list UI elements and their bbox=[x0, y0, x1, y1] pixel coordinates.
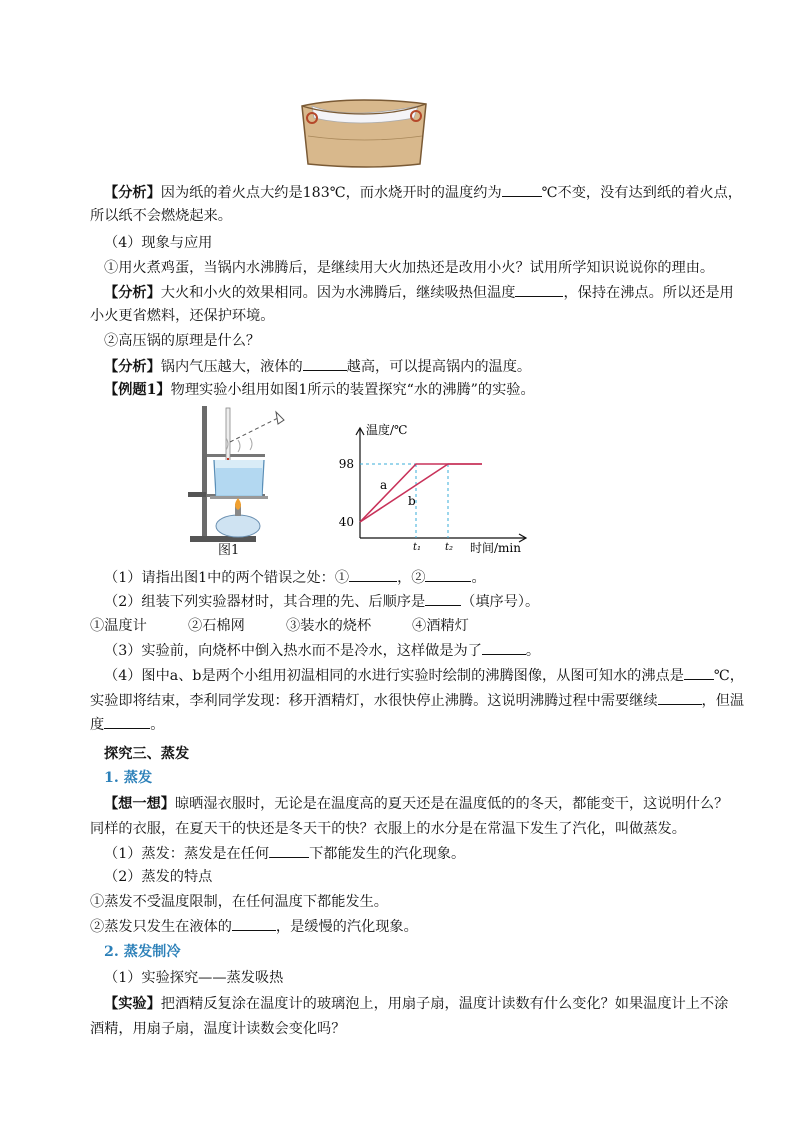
answer-blank[interactable] bbox=[232, 916, 276, 931]
equipment-item: ④酒精灯 bbox=[412, 618, 469, 634]
question-egg: ①用火煮鸡蛋，当锅内水沸腾后，是继续用大火加热还是改用小火？试用所学知识说说你的理由。 bbox=[104, 260, 715, 276]
example-q4-cont2: 度 。 bbox=[90, 714, 164, 735]
x-tick-label: t₁ bbox=[413, 542, 422, 553]
experiment-cont: 酒精，用扇子扇，温度计读数会变化吗？ bbox=[90, 1021, 346, 1037]
answer-blank[interactable] bbox=[502, 182, 542, 197]
subsection-evaporative-cooling: 2. 蒸发制冷 bbox=[104, 944, 181, 960]
experiment-heading: （1）实验探究——蒸发吸热 bbox=[104, 970, 284, 986]
answer-blank[interactable] bbox=[515, 282, 563, 297]
analysis-paper: 【分析】因为纸的着火点大约是183℃，而水烧开时的温度约为 ℃不变，没有达到纸的着火点， bbox=[104, 182, 742, 203]
series-label-a: a bbox=[380, 478, 388, 492]
y-tick-label: 98 bbox=[338, 457, 354, 471]
analysis-pressure: 【分析】锅内气压越大，液体的 越高，可以提高锅内的温度。 bbox=[104, 356, 531, 377]
answer-blank[interactable] bbox=[425, 591, 461, 606]
analysis-tag: 【分析】 bbox=[104, 359, 161, 375]
analysis-fire: 【分析】大火和小火的效果相同。因为水沸腾后，继续吸热但温度 ，保持在沸点。所以还是用 bbox=[104, 282, 734, 303]
example-q2: （2）组装下列实验器材时，其合理的先、后顺序是 （填序号）。 bbox=[104, 591, 539, 612]
example-q4-cont: 实验即将结束，李利同学发现：移开酒精灯，水很快停止沸腾。这说明沸腾过程中需要继续 ，但温 bbox=[90, 690, 744, 711]
evaporation-features-heading: （2）蒸发的特点 bbox=[104, 869, 213, 885]
series-label-b: b bbox=[408, 494, 416, 508]
section-3-title: 探究三、蒸发 bbox=[104, 746, 190, 762]
answer-blank[interactable] bbox=[658, 690, 702, 705]
answer-blank[interactable] bbox=[269, 843, 309, 858]
paper-pot-illustration bbox=[298, 92, 430, 172]
question-pressure-cooker: ②高压锅的原理是什么？ bbox=[104, 333, 261, 349]
example-q3: （3）实验前，向烧杯中倒入热水而不是冷水，这样做是为了 。 bbox=[104, 640, 540, 661]
example-1: 【例题1】物理实验小组用如图1所示的装置探究“水的沸腾”的实验。 bbox=[104, 382, 535, 398]
think-tag: 【想一想】 bbox=[104, 796, 175, 812]
analysis-tag: 【分析】 bbox=[104, 185, 161, 201]
example-q4: （4）图中a、b是两个小组用初温相同的水进行实验时绘制的沸腾图像，从图可知水的沸点是 ℃， bbox=[104, 665, 744, 686]
subsection-evaporation: 1. 蒸发 bbox=[104, 770, 153, 786]
example-tag: 【例题1】 bbox=[104, 382, 171, 398]
equipment-item: ③装水的烧杯 bbox=[286, 618, 372, 634]
boiling-chart bbox=[330, 412, 530, 558]
figure-1-caption: 图1 bbox=[218, 543, 240, 558]
x-axis-label: 时间/min bbox=[470, 541, 521, 555]
answer-blank[interactable] bbox=[425, 567, 471, 582]
answer-blank[interactable] bbox=[349, 567, 397, 582]
equipment-item: ②石棉网 bbox=[188, 618, 245, 634]
answer-blank[interactable] bbox=[303, 356, 347, 371]
analysis-fire-cont: 小火更省燃料，还保护环境。 bbox=[90, 308, 275, 324]
x-tick-label: t₂ bbox=[445, 542, 454, 553]
feature-2: ②蒸发只发生在液体的 ，是缓慢的汽化现象。 bbox=[90, 916, 418, 937]
answer-blank[interactable] bbox=[684, 665, 714, 680]
think-about-it-cont: 同样的衣服，在夏天干的快还是冬天干的快？衣服上的水分是在常温下发生了汽化，叫做蒸发。 bbox=[90, 821, 686, 837]
experiment: 【实验】把酒精反复涂在温度计的玻璃泡上，用扇子扇，温度计读数有什么变化？如果温度计上不涂 bbox=[104, 996, 729, 1012]
series-line-a bbox=[360, 464, 482, 522]
feature-1: ①蒸发不受温度限制，在任何温度下都能发生。 bbox=[90, 894, 388, 910]
example-q1: （1）请指出图1中的两个错误之处：① ，② 。 bbox=[104, 567, 486, 588]
evaporation-definition: （1）蒸发：蒸发是在任何 下都能发生的汽化现象。 bbox=[104, 843, 465, 864]
equipment-list bbox=[90, 616, 469, 636]
answer-blank[interactable] bbox=[104, 714, 150, 729]
answer-blank[interactable] bbox=[482, 640, 526, 655]
think-about-it: 【想一想】晾晒湿衣服时，无论是在温度高的夏天还是在温度低的的冬天，都能变干，这说明什么？ bbox=[104, 796, 729, 812]
series-line-b bbox=[360, 464, 482, 522]
analysis-paper-cont: 所以纸不会燃烧起来。 bbox=[90, 208, 232, 224]
y-tick-label: 40 bbox=[338, 515, 354, 529]
equipment-item: ①温度计 bbox=[90, 618, 147, 634]
apparatus-figure bbox=[180, 398, 300, 560]
y-axis-label: 温度/℃ bbox=[366, 423, 408, 437]
phenomenon-heading: （4）现象与应用 bbox=[104, 235, 213, 251]
experiment-tag: 【实验】 bbox=[104, 996, 161, 1012]
analysis-tag: 【分析】 bbox=[104, 285, 161, 301]
